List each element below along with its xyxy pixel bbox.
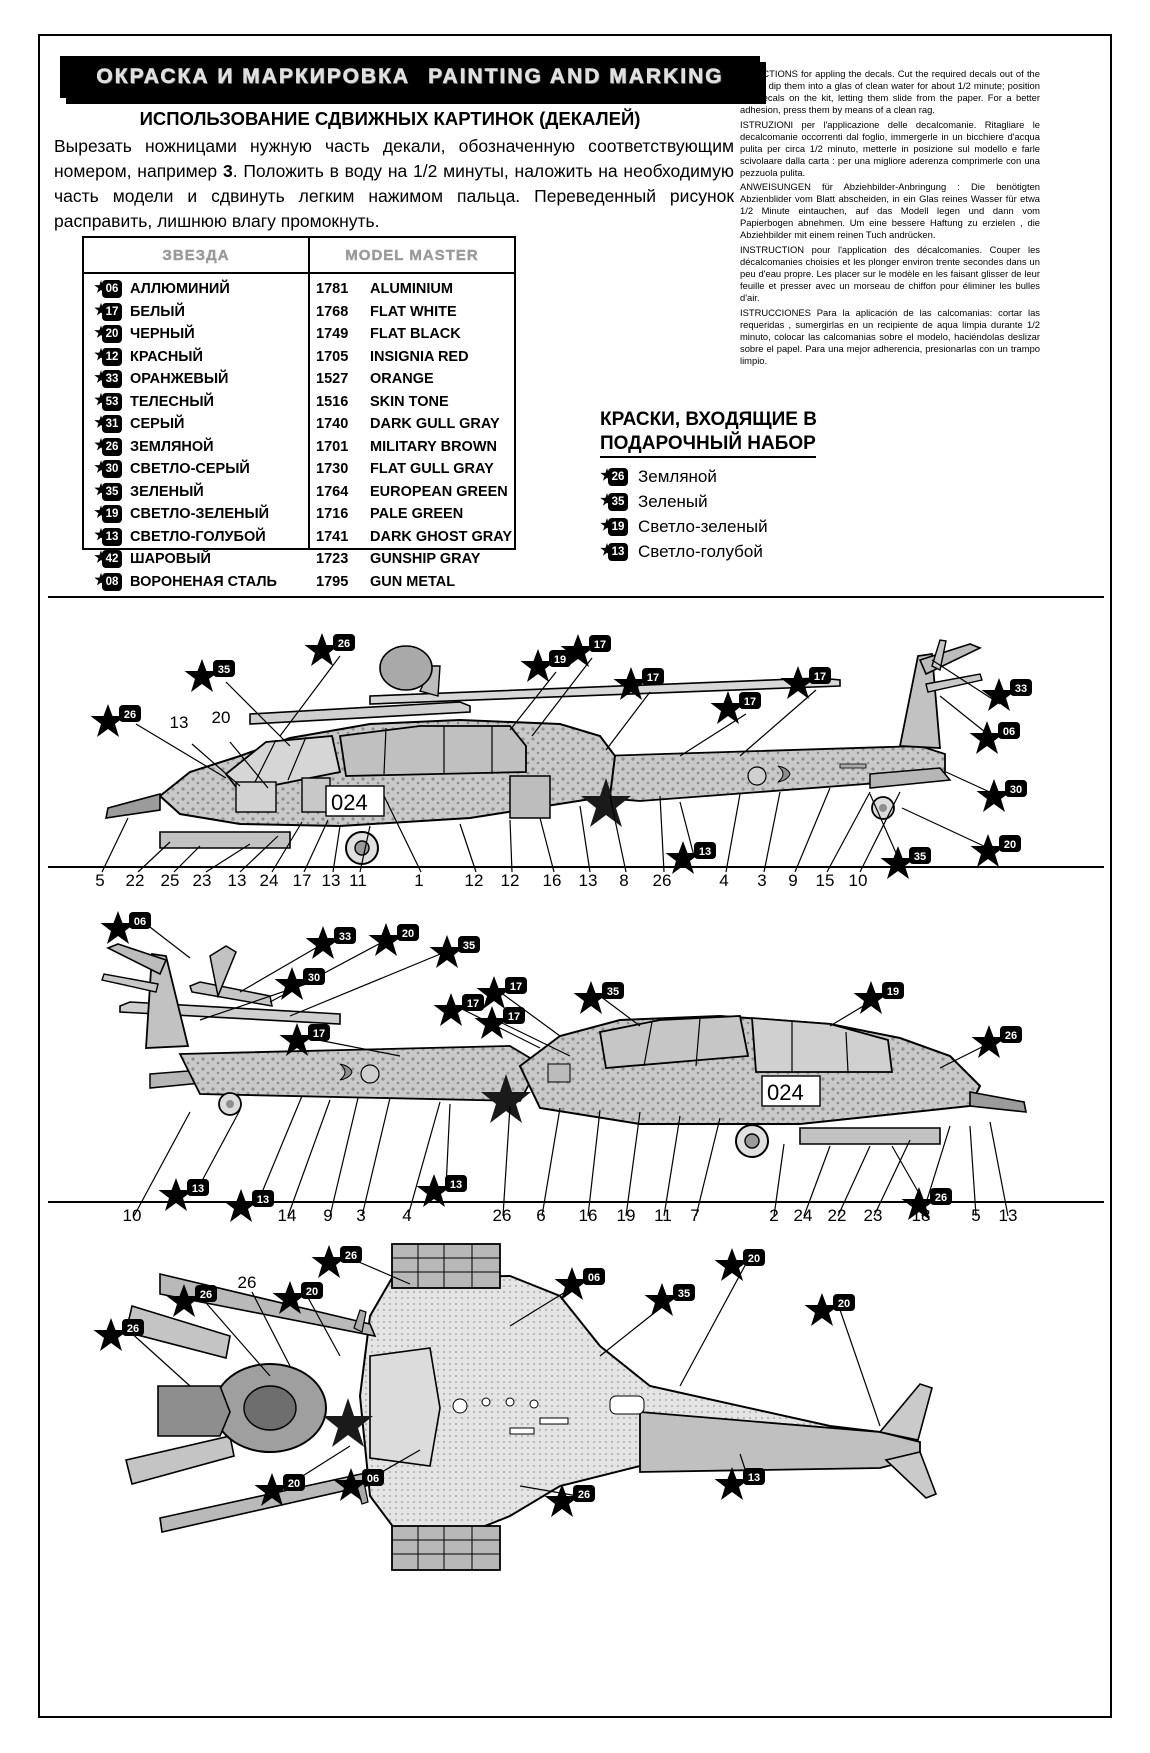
part-number-label: 22 xyxy=(827,1206,847,1225)
gift-set-item xyxy=(600,515,930,540)
paint-number-badge xyxy=(94,572,124,592)
badge-number: 13 xyxy=(449,1179,463,1191)
paint-callout-badge xyxy=(477,976,528,1009)
paint-table-row xyxy=(84,436,514,459)
paint-code-mm: 1516 xyxy=(316,393,349,410)
gift-item-label: Светло-зеленый xyxy=(638,517,768,536)
paint-number: 26 xyxy=(608,468,628,486)
part-number-label: 16 xyxy=(578,1206,598,1225)
badge-number: 35 xyxy=(913,851,927,863)
paint-code-mm: 1768 xyxy=(316,303,349,320)
paint-name-ru: ЗЕЛЕНЫЙ xyxy=(130,483,204,500)
badge-number: 30 xyxy=(307,972,321,984)
badge-number: 17 xyxy=(312,1028,326,1040)
part-number-label: 11 xyxy=(654,1206,672,1225)
paint-name-ru: КРАСНЫЙ xyxy=(130,348,203,365)
badge-number: 06 xyxy=(133,916,147,928)
paint-callout-badge xyxy=(369,923,420,956)
paint-code-mm: 1723 xyxy=(316,551,349,568)
part-number-label: 4 xyxy=(719,871,729,890)
directions-es: ISTRUCCIONES Para la aplicación de las calcomanias: cortar las requeridas , sumergirlas en un recipiente de aqua limpia durante 1/2 minuto, colocar las calcomanias sobre el modelo, haciéndolas deslizar sobre el papel. Para una mejor adherencia, presionarlas con un trampo limpio. xyxy=(740,306,1040,366)
part-number-label: 26 xyxy=(237,1273,257,1292)
badge-number: 26 xyxy=(199,1289,213,1301)
gift-item-label: Земляной xyxy=(638,467,717,486)
paint-number-badge xyxy=(94,392,124,412)
paint-number: 35 xyxy=(102,483,122,501)
paint-number-badge xyxy=(94,324,124,344)
gift-set-title-line2: ПОДАРОЧНЫЙ НАБОР xyxy=(600,432,816,458)
badge-number: 17 xyxy=(466,998,480,1010)
badge-number: 26 xyxy=(577,1489,591,1501)
paint-number: 13 xyxy=(608,543,628,561)
part-number-label: 5 xyxy=(95,871,105,890)
paint-callout-badge xyxy=(430,935,481,968)
paint-callout-badge xyxy=(305,633,356,666)
paint-code-mm: 1764 xyxy=(316,483,349,500)
paint-row-zvezda xyxy=(84,482,308,502)
badge-number: 35 xyxy=(217,664,231,676)
paint-name-ru: БЕЛЫЙ xyxy=(130,303,185,320)
paint-row-zvezda xyxy=(84,392,308,412)
side-view-left-drawing xyxy=(102,640,1000,872)
paint-table-row xyxy=(84,503,514,526)
paint-callout-badge xyxy=(881,846,932,879)
part-number-label: 9 xyxy=(323,1206,333,1225)
paint-code-mm: 1795 xyxy=(316,573,349,590)
badge-number: 26 xyxy=(934,1192,948,1204)
badge-number: 20 xyxy=(837,1298,851,1310)
part-number-label: 26 xyxy=(492,1206,512,1225)
paint-number: 35 xyxy=(608,493,628,511)
paint-table-row xyxy=(84,346,514,369)
paint-name-ru: ЗЕМЛЯНОЙ xyxy=(130,438,214,455)
paint-conversion-table xyxy=(82,236,516,590)
badge-number: 20 xyxy=(305,1286,319,1298)
paint-code-mm: 1705 xyxy=(316,348,349,365)
paint-number-badge xyxy=(94,369,124,389)
paint-name-en: INSIGNIA RED xyxy=(370,348,469,365)
part-number-label: 23 xyxy=(863,1206,883,1225)
paint-number-badge xyxy=(94,414,124,434)
paint-row-zvezda xyxy=(84,369,308,389)
paint-number-badge xyxy=(94,347,124,367)
decal-body-part2: . Положить в воду на 1/2 минуты, наложить на необходимую часть модели и сдвинуть легким нажимом пальца. Переведенный рисунок расправить, лишнюю влагу промокнуть. xyxy=(54,160,734,231)
gift-set-item xyxy=(600,490,930,515)
paint-name-ru: СВЕТЛО-ГОЛУБОЙ xyxy=(130,528,266,545)
paint-row-zvezda xyxy=(84,279,308,299)
multilingual-directions xyxy=(740,68,1040,370)
paint-row-zvezda xyxy=(84,549,308,569)
badge-number: 06 xyxy=(587,1272,601,1284)
paint-code-mm: 1741 xyxy=(316,528,349,545)
paint-callout-badge xyxy=(854,981,905,1014)
part-number-label: 1 xyxy=(414,871,424,890)
paint-name-en: GUN METAL xyxy=(370,573,456,590)
side-left-tail-code: 024 xyxy=(331,790,368,815)
badge-number: 33 xyxy=(338,931,352,943)
badge-number: 17 xyxy=(507,1011,521,1023)
paint-number-badge xyxy=(600,542,630,562)
top-view-drawing xyxy=(126,1244,936,1570)
paint-callout-badge xyxy=(971,834,1022,867)
paint-row-zvezda xyxy=(84,504,308,524)
badge-number: 06 xyxy=(1002,726,1016,738)
paint-callout-badge xyxy=(475,1006,526,1039)
part-number-label: 11 xyxy=(349,871,367,890)
part-number-label: 8 xyxy=(619,871,629,890)
paint-name-ru: СВЕТЛО-ЗЕЛЕНЫЙ xyxy=(130,506,270,523)
badge-number: 35 xyxy=(677,1288,691,1300)
paint-number: 30 xyxy=(102,460,122,478)
part-number-label: 2 xyxy=(769,1206,779,1225)
gift-set-block xyxy=(600,408,930,565)
paint-name-en: ALUMINIUM xyxy=(370,281,453,298)
badge-number: 17 xyxy=(593,639,607,651)
badge-number: 17 xyxy=(813,671,827,683)
paint-callout-badge xyxy=(555,1267,606,1300)
paint-name-en: DARK GULL GRAY xyxy=(370,416,500,433)
decal-body-bold: 3 xyxy=(222,160,233,181)
paint-number: 19 xyxy=(608,518,628,536)
paint-name-en: DARK GHOST GRAY xyxy=(370,528,513,545)
part-number-label: 25 xyxy=(160,871,180,890)
paint-number: 31 xyxy=(102,415,122,433)
paint-table-row xyxy=(84,391,514,414)
paint-table-row xyxy=(84,571,514,594)
paint-name-ru: ВОРОНЕНАЯ СТАЛЬ xyxy=(130,573,277,590)
paint-table-row xyxy=(84,368,514,391)
badge-number: 17 xyxy=(743,696,757,708)
paint-table-row xyxy=(84,413,514,436)
gift-item-label: Светло-голубой xyxy=(638,542,763,561)
part-number-label: 13 xyxy=(169,713,189,732)
paint-table-row xyxy=(84,301,514,324)
paint-code-mm: 1701 xyxy=(316,438,349,455)
paint-number: 08 xyxy=(102,573,122,591)
paint-row-zvezda xyxy=(84,414,308,434)
paint-number: 53 xyxy=(102,393,122,411)
paint-name-ru: СЕРЫЙ xyxy=(130,416,185,433)
paint-number-badge xyxy=(94,459,124,479)
paint-name-en: SKIN TONE xyxy=(370,393,449,410)
badge-number: 26 xyxy=(344,1250,358,1262)
paint-table-row xyxy=(84,526,514,549)
paint-number-badge xyxy=(94,527,124,547)
paint-callout-badge xyxy=(417,1174,468,1207)
side-right-tail-code: 024 xyxy=(767,1080,804,1105)
paint-number-badge xyxy=(94,482,124,502)
paint-name-en: ORANGE xyxy=(370,371,434,388)
directions-en: DIRECTIONS for appling the decals. Cut the required decals out of the sheet: dip them into a glas of clean water for about 1/2 minute; position the decals on the kit, letting them slide from the paper. For a better adhesion, press them by means of a clean rag. xyxy=(740,68,1040,115)
paint-table-row xyxy=(84,278,514,301)
part-number-label: 13 xyxy=(578,871,598,890)
paint-row-zvezda xyxy=(84,302,308,322)
gift-set-title-line1: КРАСКИ, ВХОДЯЩИЕ В xyxy=(600,409,817,430)
part-number-label: 26 xyxy=(652,871,672,890)
paint-table-header-modelmaster: MODEL MASTER xyxy=(345,246,479,264)
paint-name-en: EUROPEAN GREEN xyxy=(370,483,508,500)
part-number-label: 18 xyxy=(911,1206,931,1225)
paint-callout-badge xyxy=(306,926,357,959)
paint-row-zvezda xyxy=(84,324,308,344)
instruction-sheet xyxy=(38,34,1112,1718)
paint-callout-badge xyxy=(645,1283,696,1316)
directions-fr: INSTRUCTION pour l'application des décalcomanies. Couper les décalcomanies choisies et les plonger environ trente secondes dans un peu d'eau propre. Les placer sur le modèle en les faisant glisser de leur feuille et presser avec un morseau de chiffon pour éliminer les bulles d'air. xyxy=(740,244,1040,303)
badge-number: 13 xyxy=(191,1183,205,1195)
part-number-label: 24 xyxy=(793,1206,813,1225)
paint-callout-badge xyxy=(715,1467,766,1500)
paint-number-badge xyxy=(600,467,630,487)
badge-number: 19 xyxy=(886,986,900,998)
paint-name-ru: ШАРОВЫЙ xyxy=(130,551,211,568)
part-number-label: 3 xyxy=(356,1206,366,1225)
badge-number: 17 xyxy=(509,981,523,993)
gift-set-title xyxy=(600,408,930,458)
badge-number: 17 xyxy=(646,672,660,684)
paint-table-row xyxy=(84,481,514,504)
part-number-label: 22 xyxy=(125,871,145,890)
part-number-label: 10 xyxy=(122,1206,142,1225)
paint-row-zvezda xyxy=(84,572,308,592)
paint-name-ru: ОРАНЖЕВЫЙ xyxy=(130,371,229,388)
paint-code-mm: 1716 xyxy=(316,506,349,523)
paint-callout-badge xyxy=(101,911,152,944)
paint-number: 26 xyxy=(102,438,122,456)
decal-body-part1: Вырезать ножницами нужную часть декали, обозначенную соответствующим номером, например xyxy=(54,136,734,181)
paint-callout-badge xyxy=(977,779,1028,812)
part-number-label: 10 xyxy=(848,871,868,890)
paint-callout-badge xyxy=(312,1245,363,1278)
paint-number: 20 xyxy=(102,325,122,343)
paint-number-badge xyxy=(94,279,124,299)
paint-name-en: FLAT WHITE xyxy=(370,303,457,320)
part-number-label: 23 xyxy=(192,871,212,890)
badge-number: 26 xyxy=(1004,1030,1018,1042)
paint-callout-badge xyxy=(224,1189,275,1222)
paint-code-mm: 1740 xyxy=(316,416,349,433)
paint-callout-badge xyxy=(666,841,717,874)
badge-number: 26 xyxy=(123,709,137,721)
paint-callout-badge xyxy=(982,678,1033,711)
directions-de: ANWEISUNGEN für Abziehbilder-Anbringung : Die benötigten Abzienblider vom Blatt abscheiden, in ein Glas reines Wasser für etwa 1/2 Minute eintauchen, auf das Modell legen und dann vom Papierbogen abnehmen. Um eine bessere Haftung zu erzielen , die Abziehbilder mit einem reinen Tuch andrücken. xyxy=(740,181,1040,241)
badge-number: 26 xyxy=(126,1323,140,1335)
paint-number-badge xyxy=(94,549,124,569)
paint-table-rows xyxy=(84,274,514,593)
header-banner-text xyxy=(60,56,760,98)
paint-code-mm: 1749 xyxy=(316,326,349,343)
paint-callout-badge xyxy=(521,649,572,682)
paint-number: 17 xyxy=(102,303,122,321)
banner-title-en: PAINTING AND MARKING xyxy=(428,65,724,88)
paint-number-badge xyxy=(94,504,124,524)
paint-number-badge xyxy=(600,492,630,512)
paint-number-badge xyxy=(600,517,630,537)
paint-name-en: FLAT GULL GRAY xyxy=(370,461,494,478)
paint-table-row xyxy=(84,458,514,481)
paint-row-zvezda xyxy=(84,459,308,479)
gift-set-item xyxy=(600,465,930,490)
part-number-label: 16 xyxy=(542,871,562,890)
part-number-label: 9 xyxy=(788,871,798,890)
badge-number: 20 xyxy=(1003,839,1017,851)
badge-number: 26 xyxy=(337,638,351,650)
part-number-label: 4 xyxy=(402,1206,412,1225)
paint-number: 33 xyxy=(102,370,122,388)
paint-number: 06 xyxy=(102,280,122,298)
part-number-label: 12 xyxy=(500,871,520,890)
part-number-label: 6 xyxy=(536,1206,546,1225)
part-number-label: 19 xyxy=(616,1206,636,1225)
paint-row-zvezda xyxy=(84,347,308,367)
paint-table-header-zvezda: ЗВЕЗДА xyxy=(84,238,310,272)
side-view-right-drawing xyxy=(102,924,1026,1216)
badge-number: 19 xyxy=(553,654,567,666)
part-number-label: 13 xyxy=(998,1206,1018,1225)
paint-callout-badge xyxy=(972,1025,1023,1058)
paint-name-ru: ЧЕРНЫЙ xyxy=(130,326,195,343)
paint-table-row xyxy=(84,323,514,346)
paint-number-badge xyxy=(94,302,124,322)
part-number-label: 7 xyxy=(690,1206,700,1225)
paint-number: 19 xyxy=(102,505,122,523)
paint-row-zvezda xyxy=(84,437,308,457)
helicopter-artwork xyxy=(40,596,1110,1716)
badge-number: 20 xyxy=(287,1478,301,1490)
paint-callout-badge xyxy=(94,1318,145,1351)
paint-name-en: FLAT BLACK xyxy=(370,326,461,343)
badge-number: 13 xyxy=(256,1194,270,1206)
paint-callout-badge xyxy=(159,1178,210,1211)
gift-set-list xyxy=(600,465,930,565)
badge-number: 06 xyxy=(366,1473,380,1485)
gift-set-item xyxy=(600,540,930,565)
badge-number: 35 xyxy=(462,940,476,952)
badge-number: 33 xyxy=(1014,683,1028,695)
paint-callout-badge xyxy=(781,666,832,699)
badge-number: 35 xyxy=(606,986,620,998)
gift-item-label: Зеленый xyxy=(638,492,708,511)
paint-callout-badge xyxy=(91,704,142,737)
part-number-label: 13 xyxy=(227,871,247,890)
paint-callout-badge xyxy=(805,1293,856,1326)
part-number-label: 3 xyxy=(757,871,767,890)
paint-name-ru: ТЕЛЕСНЫЙ xyxy=(130,393,214,410)
paint-row-zvezda xyxy=(84,527,308,547)
paint-code-mm: 1781 xyxy=(316,281,349,298)
paint-table-row xyxy=(84,548,514,571)
paint-table-header xyxy=(84,238,514,274)
part-number-label: 20 xyxy=(211,708,231,727)
part-number-label: 24 xyxy=(259,871,279,890)
paint-number-badge xyxy=(94,437,124,457)
part-number-label: 13 xyxy=(321,871,341,890)
paint-name-ru: СВЕТЛО-СЕРЫЙ xyxy=(130,461,250,478)
part-number-label: 5 xyxy=(971,1206,981,1225)
part-number-label: 17 xyxy=(292,871,312,890)
paint-number: 12 xyxy=(102,348,122,366)
paint-name-en: GUNSHIP GRAY xyxy=(370,551,481,568)
badge-number: 13 xyxy=(747,1472,761,1484)
paint-number: 13 xyxy=(102,528,122,546)
paint-callout-badge xyxy=(711,691,762,724)
badge-number: 30 xyxy=(1009,784,1023,796)
badge-number: 20 xyxy=(401,928,415,940)
paint-callout-badge xyxy=(715,1248,766,1281)
part-number-label: 15 xyxy=(815,871,835,890)
decal-instructions-title: ИСПОЛЬЗОВАНИЕ СДВИЖНЫХ КАРТИНОК (ДЕКАЛЕЙ) xyxy=(139,108,641,129)
paint-name-en: PALE GREEN xyxy=(370,506,464,523)
part-number-label: 12 xyxy=(464,871,484,890)
banner-title-ru: ОКРАСКА И МАРКИРОВКА xyxy=(96,65,411,88)
badge-number: 20 xyxy=(747,1253,761,1265)
paint-code-mm: 1527 xyxy=(316,371,349,388)
paint-code-mm: 1730 xyxy=(316,461,349,478)
decal-instructions-body xyxy=(54,134,734,233)
paint-name-en: MILITARY BROWN xyxy=(370,438,497,455)
badge-number: 13 xyxy=(698,846,712,858)
directions-it: ISTRUZIONI per l'applicazione delle decalcomanie. Ritagliare le decalcomanie occorrenti dal foglio, immergerle in un bicchiere d'acqua pulita per circa 1/2 minuto, metterle in posizione sul modello e farle scivolaare dalla carta : per una migliore aderenza comprimerle con una pezzuola pulita. xyxy=(740,118,1040,178)
part-number-label: 14 xyxy=(277,1206,297,1225)
paint-number: 42 xyxy=(102,550,122,568)
paint-callout-badge xyxy=(434,993,485,1026)
paint-name-ru: АЛЛЮМИНИЙ xyxy=(130,281,230,298)
paint-callout-badge xyxy=(185,659,236,692)
